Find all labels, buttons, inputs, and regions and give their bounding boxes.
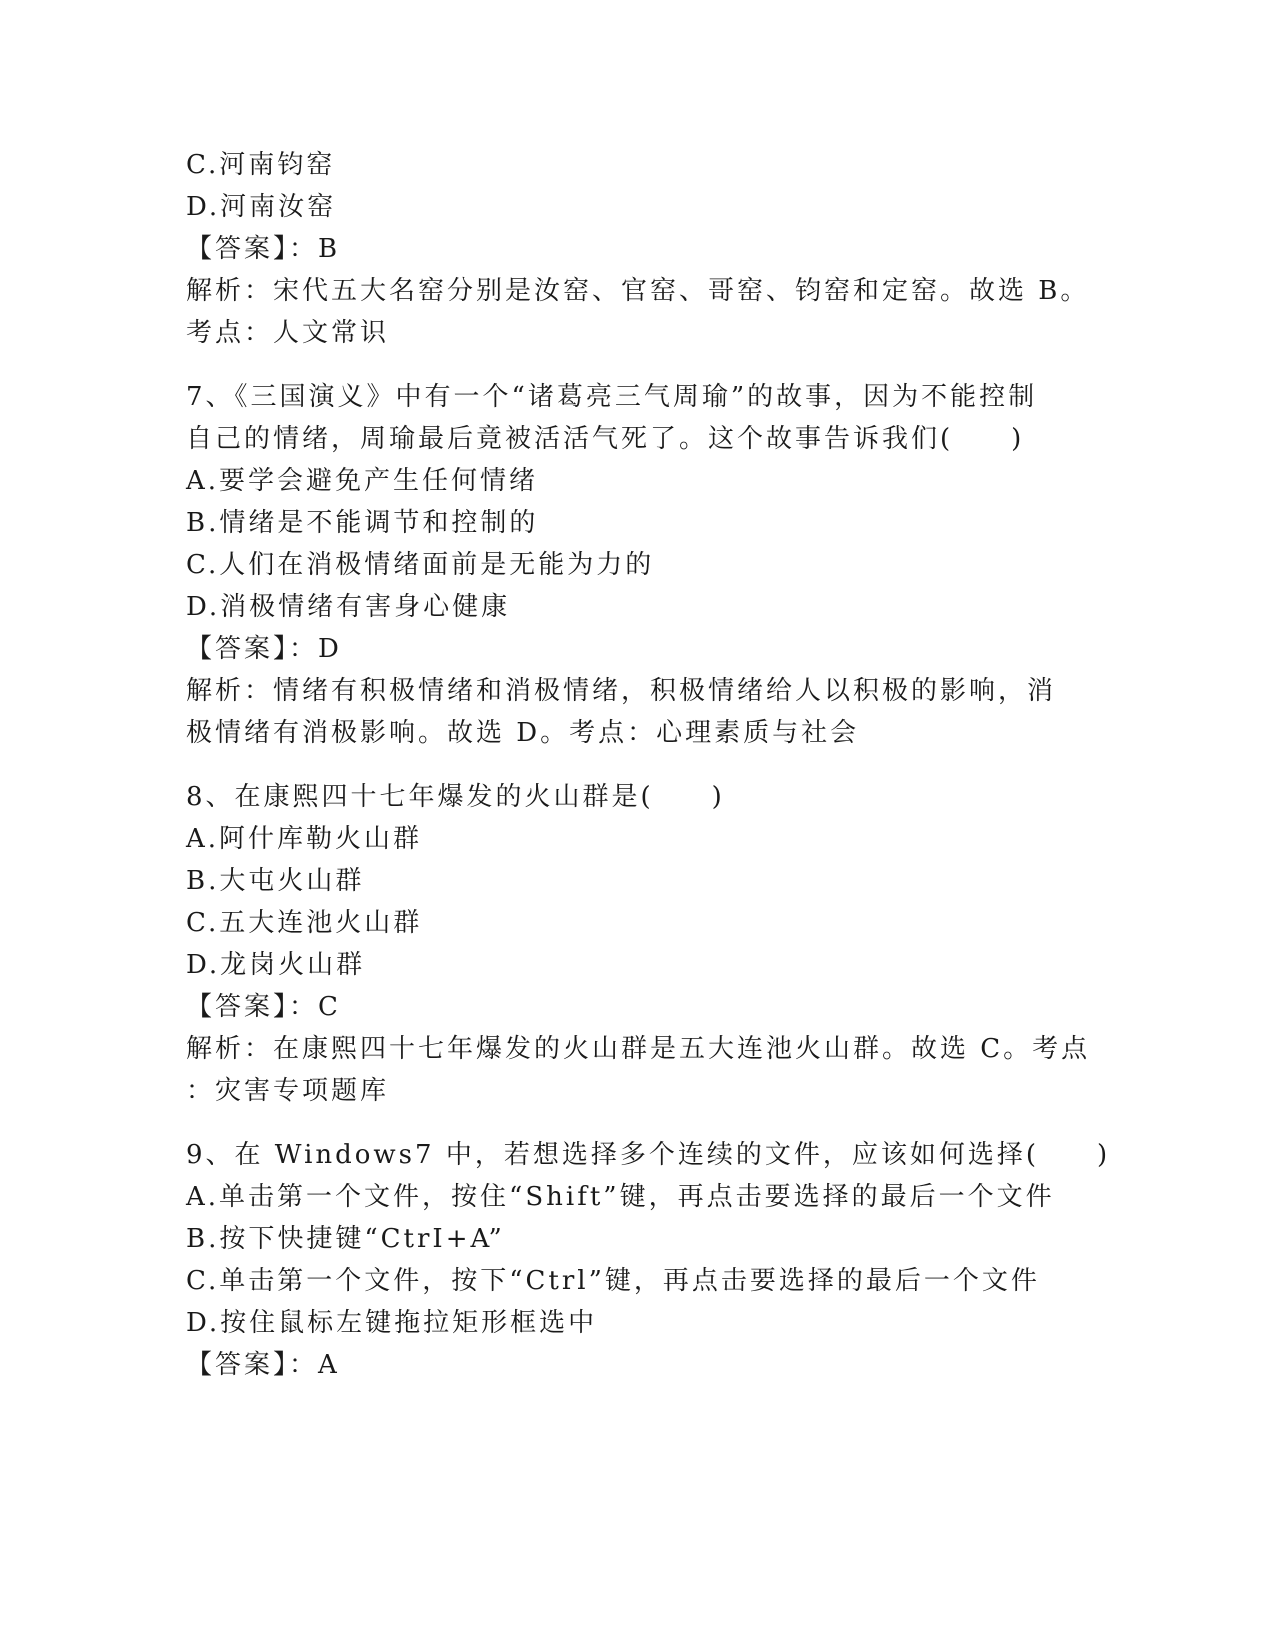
question-7 xyxy=(186,376,1086,754)
option-d: D.消极情绪有害身心健康 xyxy=(186,592,511,622)
answer-line: 【答案】：B xyxy=(186,234,341,264)
document-page xyxy=(186,144,1111,1386)
question-9 xyxy=(186,1134,1111,1386)
option-c: C.河南钧窑 xyxy=(186,150,336,180)
option-b: B.按下快捷键“CtrI+A” xyxy=(186,1224,505,1254)
analysis-line: 极情绪有消极影响。故选 D。考点：心理素质与社会 xyxy=(186,718,860,748)
question-stem: 8、在康熙四十七年爆发的火山群是( ) xyxy=(186,782,725,812)
option-d: D.按住鼠标左键拖拉矩形框选中 xyxy=(186,1308,598,1338)
option-a: A.要学会避免产生任何情绪 xyxy=(186,466,539,496)
answer-line: 【答案】：C xyxy=(186,992,341,1022)
option-a: A.阿什库勒火山群 xyxy=(186,824,423,854)
question-8 xyxy=(186,776,1091,1112)
option-d: D.龙岗火山群 xyxy=(186,950,366,980)
analysis-line: ：灾害专项题库 xyxy=(186,1076,390,1106)
option-c: C.五大连池火山群 xyxy=(186,908,423,938)
question-stem: 7、《三国演义》中有一个“诸葛亮三气周瑜”的故事，因为不能控制 xyxy=(186,382,1038,412)
option-c: C.人们在消极情绪面前是无能为力的 xyxy=(186,550,655,580)
option-c: C.单击第一个文件，按下“Ctrl”键，再点击要选择的最后一个文件 xyxy=(186,1266,1040,1296)
option-b: B.情绪是不能调节和控制的 xyxy=(186,508,539,538)
option-d: D.河南汝窑 xyxy=(186,192,337,222)
analysis-line: 解析：宋代五大名窑分别是汝窑、官窑、哥窑、钧窑和定窑。故选 B。 xyxy=(186,276,1090,306)
prev-question-block xyxy=(186,144,1090,354)
answer-line: 【答案】：D xyxy=(186,634,342,664)
option-b: B.大屯火山群 xyxy=(186,866,365,896)
analysis-line: 解析：情绪有积极情绪和消极情绪，积极情绪给人以积极的影响，消 xyxy=(186,676,1057,706)
option-a: A.单击第一个文件，按住“Shift”键，再点击要选择的最后一个文件 xyxy=(186,1182,1055,1212)
question-stem: 自己的情绪，周瑜最后竟被活活气死了。这个故事告诉我们( ) xyxy=(186,424,1025,454)
analysis-line: 解析：在康熙四十七年爆发的火山群是五大连池火山群。故选 C。考点 xyxy=(186,1034,1091,1064)
question-stem: 9、在 Windows7 中，若想选择多个连续的文件，应该如何选择( ) xyxy=(186,1140,1111,1170)
answer-line: 【答案】：A xyxy=(186,1350,340,1380)
analysis-line: 考点：人文常识 xyxy=(186,318,390,348)
